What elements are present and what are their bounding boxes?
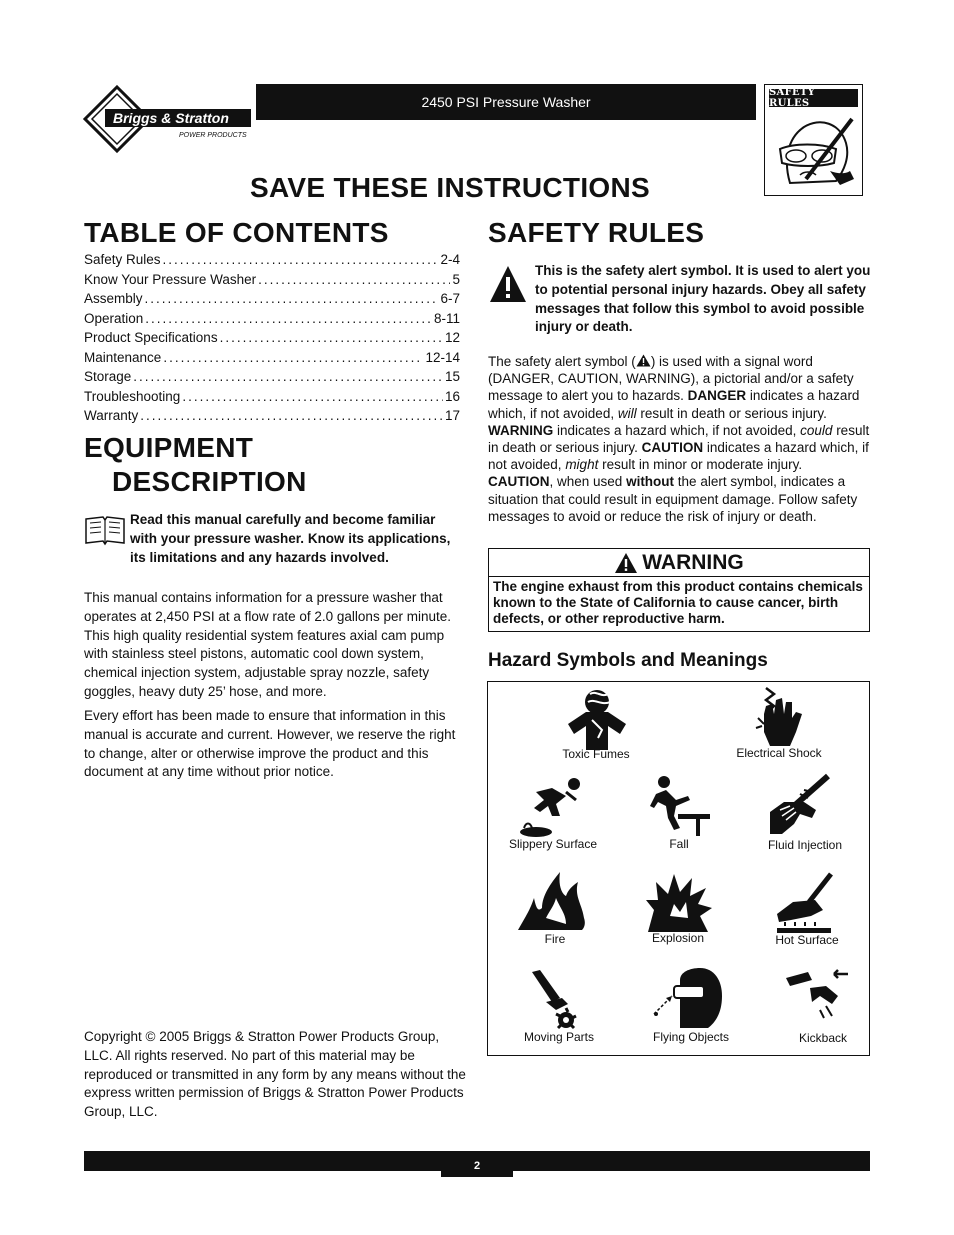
toc-page: 2-4 — [440, 252, 460, 268]
explosion-icon — [644, 870, 714, 938]
toc-leader — [220, 330, 443, 345]
toc-page: 5 — [452, 271, 460, 287]
briggs-stratton-logo — [83, 84, 255, 154]
signal-word-paragraph — [488, 353, 870, 525]
toc-item[interactable] — [84, 289, 460, 309]
equipment-paragraph-1: This manual contains information for a pressure washer that operates at 2,450 PSI at a flow rate of 2.0 gallons per minute. This high quality residential system features axial cam pump with stainless steel pistons, automatic cool down system, chemical injection system, adjustable spray nozzle, safety goggles, heavy duty 25’ hose, and more. — [84, 590, 451, 699]
kickback-icon — [782, 966, 852, 1034]
svg-text:Briggs & Stratton: Briggs & Stratton — [113, 110, 229, 126]
hazard-label: Flying Objects — [652, 1030, 730, 1044]
hazard-label: Explosion — [651, 931, 705, 945]
will-word: will — [617, 405, 637, 421]
warning-alert-icon — [614, 552, 638, 574]
signal-text: result in death or serious injury. — [488, 422, 870, 456]
read-manual-notice: Read this manual carefully and become familiar with your pressure washer. Know its applications, its limitations and any hazards involved. — [130, 512, 451, 565]
hazard-label: Toxic Fumes — [562, 747, 630, 761]
toc-list — [84, 250, 460, 426]
toc-label: Know Your Pressure Washer — [84, 271, 257, 287]
hazard-symbols-grid — [487, 681, 870, 1056]
inline-alert-icon — [636, 354, 651, 367]
signal-text: result in minor or moderate injury. — [598, 457, 803, 473]
toc-leader — [163, 350, 423, 365]
toc-item[interactable] — [84, 270, 460, 290]
toc-leader — [163, 252, 439, 267]
toc-label: Troubleshooting — [84, 388, 181, 404]
fluid-injection-icon — [764, 772, 834, 840]
toc-label: Product Specifications — [84, 330, 218, 346]
svg-text:POWER PRODUCTS: POWER PRODUCTS — [179, 132, 247, 139]
toc-item[interactable] — [84, 250, 460, 270]
hazard-symbols-heading: Hazard Symbols and Meanings — [488, 650, 768, 671]
toc-page: 12-14 — [425, 349, 460, 365]
toc-label: Operation — [84, 310, 144, 326]
hazard-label: Kickback — [798, 1031, 848, 1045]
electrical-shock-icon — [744, 684, 814, 752]
warning-box — [488, 548, 870, 632]
signal-text: ) is used with a signal word (DANGER, CAUTION, WARNING), a pictorial and/or a safety message to alert you to hazards. — [488, 354, 854, 404]
fire-icon — [516, 868, 586, 936]
safety-alert-statement: This is the safety alert symbol. It is used to alert you to potential personal injury hazards. Obey all safety messages that follow this symbol to avoid possible injury or death. — [535, 263, 871, 335]
toc-page: 15 — [444, 369, 460, 385]
toc-leader — [258, 272, 450, 287]
danger-word: DANGER — [687, 388, 747, 404]
toc-page: 17 — [444, 408, 460, 424]
could-word: could — [800, 422, 833, 438]
hazard-label: Fall — [669, 837, 689, 851]
toc-heading: TABLE OF CONTENTS — [84, 217, 389, 248]
toc-leader — [145, 291, 439, 306]
signal-text: The safety alert symbol ( — [488, 354, 636, 369]
might-word: might — [565, 457, 599, 473]
hazard-label: Fluid Injection — [767, 838, 843, 852]
signal-text: indicates a hazard which, if not avoided, — [488, 388, 860, 421]
page-number: 2 — [441, 1155, 513, 1177]
toc-item[interactable] — [84, 309, 460, 329]
toc-label: Maintenance — [84, 349, 162, 365]
signal-text: , when used — [549, 474, 627, 490]
moving-parts-icon — [526, 966, 596, 1034]
slippery-surface-icon — [516, 774, 586, 842]
warning-text: The engine exhaust from this product contains chemicals known to the State of California to cause cancer, birth defects, or other reproductive harm. — [493, 579, 863, 626]
signal-text: the alert symbol, indicates a situation that could result in equipment damage. Follow safety messages to avoid or reduce the risk of injury or death. — [488, 474, 858, 524]
safety-alert-icon — [488, 264, 528, 304]
equipment-paragraph-2: Every effort has been made to ensure that information in this manual is accurate and current. However, we reserve the right to change, alter or otherwise improve the product and this document at any time without prior notice. — [84, 708, 456, 780]
hazard-label: Hot Surface — [775, 933, 839, 947]
caution-word: CAUTION — [488, 474, 550, 490]
toc-label: Safety Rules — [84, 252, 161, 268]
warning-label: WARNING — [642, 550, 744, 574]
hazard-label: Slippery Surface — [508, 837, 598, 851]
toxic-fumes-icon — [562, 684, 632, 752]
signal-text: result in death or serious injury. — [636, 405, 827, 421]
without-word: without — [626, 474, 675, 490]
toc-item[interactable] — [84, 348, 460, 368]
signal-text: indicates a hazard which, if not avoided, — [488, 440, 869, 473]
warning-word: WARNING — [488, 422, 554, 438]
hot-surface-icon — [771, 870, 841, 938]
equipment-heading-line1: EQUIPMENT — [84, 432, 254, 463]
product-title-bar — [256, 84, 756, 120]
toc-page: 16 — [444, 388, 460, 404]
toc-item[interactable] — [84, 387, 460, 407]
warning-header — [489, 549, 869, 577]
hazard-label: Electrical Shock — [736, 746, 822, 760]
toc-leader — [182, 389, 443, 404]
toc-leader — [140, 408, 443, 423]
equipment-heading-line2: DESCRIPTION — [112, 466, 307, 497]
safety-badge-label: SAFETY RULES — [769, 89, 858, 107]
signal-text: indicates a hazard which, if not avoided, — [553, 422, 801, 438]
toc-label: Storage — [84, 369, 132, 385]
toc-page: 12 — [444, 330, 460, 346]
hazard-label: Moving Parts — [523, 1030, 595, 1044]
copyright-notice: Copyright © 2005 Briggs & Stratton Power Products Group, LLC. All rights reserved. No part of this material may be reproduced or transmitted in any form by any means without the express written permission of Briggs & Stratton Power Products Group, LLC. — [84, 1029, 466, 1120]
toc-item[interactable] — [84, 367, 460, 387]
toc-page: 8-11 — [433, 310, 460, 326]
toc-label: Assembly — [84, 291, 143, 307]
safety-rules-heading: SAFETY RULES — [488, 217, 705, 248]
toc-leader — [133, 369, 443, 384]
hazard-label: Fire — [544, 932, 566, 946]
equipment-heading — [84, 432, 307, 497]
product-title: 2450 PSI Pressure Washer — [421, 94, 591, 110]
toc-item[interactable] — [84, 406, 460, 426]
toc-label: Warranty — [84, 408, 139, 424]
caution-word: CAUTION — [641, 440, 704, 456]
fall-icon — [644, 772, 714, 840]
toc-leader — [145, 311, 432, 326]
toc-page: 6-7 — [440, 291, 460, 307]
flying-objects-icon — [652, 966, 722, 1034]
toc-item[interactable] — [84, 328, 460, 348]
open-book-icon — [84, 514, 126, 546]
page-title: SAVE THESE INSTRUCTIONS — [250, 172, 650, 203]
